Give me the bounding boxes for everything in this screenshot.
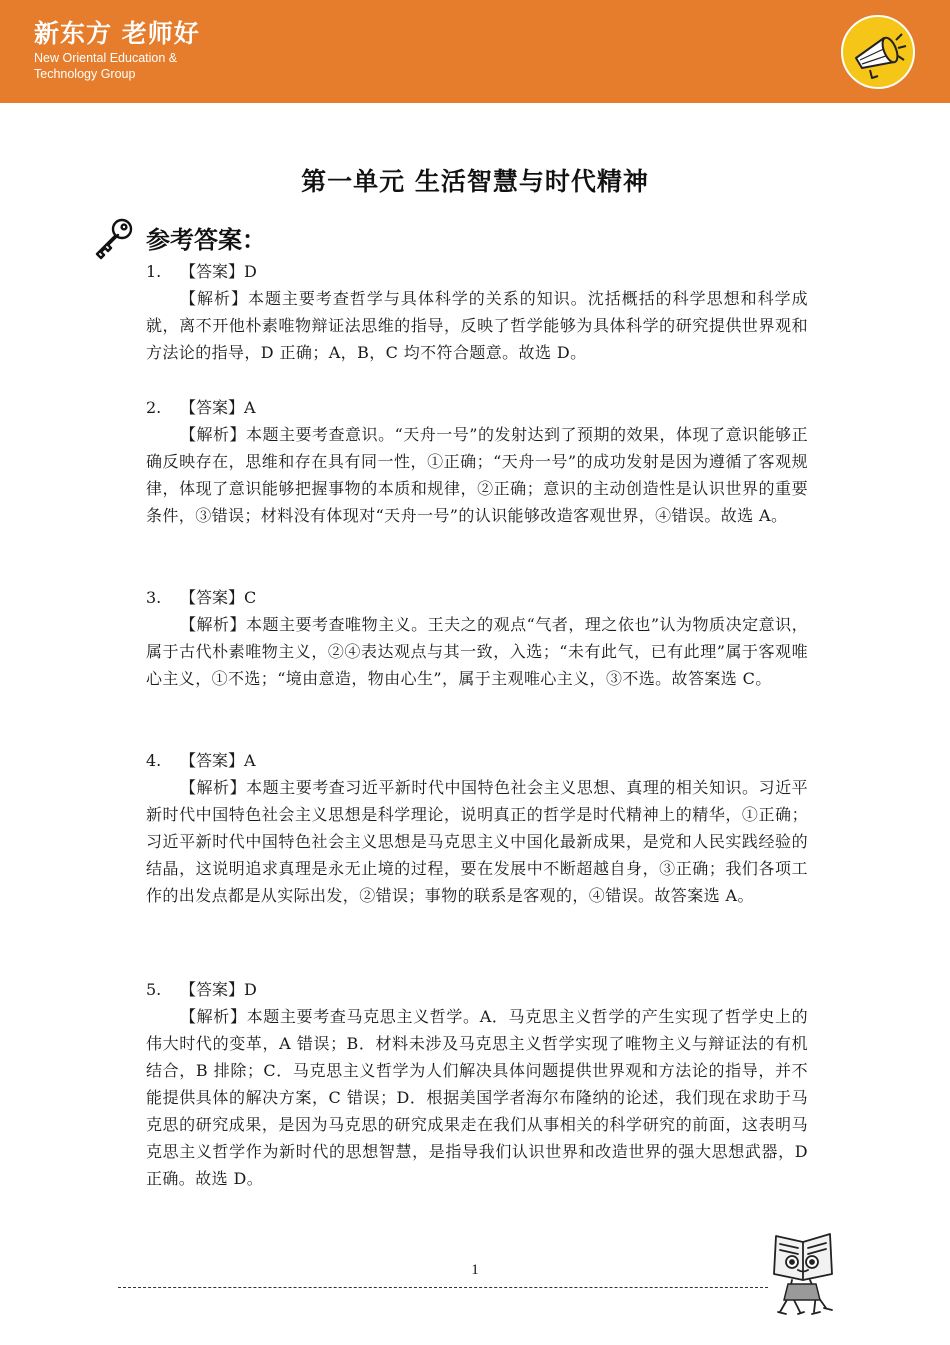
answer-item-1 xyxy=(146,258,808,366)
page-number: 1 xyxy=(471,1262,479,1278)
brand-name-en-line2: Technology Group xyxy=(34,67,136,81)
answer-item-5 xyxy=(146,976,808,1192)
question-number: 1. xyxy=(146,262,162,281)
answer-key: 【答案】D xyxy=(180,262,257,281)
answer-explanation: 【解析】本题主要考查唯物主义。王夫之的观点“气者，理之依也”认为物质决定意识，属于古代朴素唯物主义，②④表达观点与其一致，入选；“未有此气，已有此理”属于客观唯心主义，①不选；“境由意造，物由心生”，属于主观唯心主义，③不选。故答案选 C。 xyxy=(146,615,808,688)
answer-item-4 xyxy=(146,747,808,909)
answer-key: 【答案】A xyxy=(180,751,256,770)
answer-explanation: 【解析】本题主要考查习近平新时代中国特色社会主义思想、真理的相关知识。习近平新时代中国特色社会主义思想是科学理论，说明真正的哲学是时代精神上的精华，①正确；习近平新时代中国特色社会主义思想是马克思主义中国化最新成果，是党和人民实践经验的结晶，这说明追求真理是永无止境的过程，要在发展中不断超越自身，③正确；我们各项工作的出发点都是从实际出发，②错误；事物的联系是客观的，④错误。故答案选 A。 xyxy=(146,778,808,905)
question-number: 4. xyxy=(146,751,162,770)
question-number: 5. xyxy=(146,980,162,999)
question-number: 3. xyxy=(146,588,162,607)
question-number: 2. xyxy=(146,398,162,417)
answer-line xyxy=(146,258,808,285)
megaphone-logo-icon xyxy=(840,14,916,90)
answer-item-2 xyxy=(146,394,808,529)
answer-key: 【答案】A xyxy=(180,398,256,417)
answer-key: 【答案】D xyxy=(180,980,257,999)
answer-item-3 xyxy=(146,584,808,692)
brand-name-en xyxy=(34,50,234,82)
answer-explanation: 【解析】本题主要考查哲学与具体科学的关系的知识。沈括概括的科学思想和科学成就，离不开他朴素唯物辩证法思维的指导，反映了哲学能够为具体科学的研究提供世界观和方法论的指导，D 正确；A，B，C 均不符合题意。故选 D。 xyxy=(146,289,808,362)
answer-line xyxy=(146,747,808,774)
brand-name-cn: 新东方 老师好 xyxy=(34,19,200,48)
answer-line xyxy=(146,584,808,611)
document-title: 第一单元 生活智慧与时代精神 xyxy=(301,167,649,196)
section-title: 参考答案： xyxy=(146,226,266,254)
footer-divider xyxy=(118,1287,768,1288)
answer-line xyxy=(146,976,808,1003)
brand-name-en-line1: New Oriental Education & xyxy=(34,51,178,65)
answer-explanation: 【解析】本题主要考查马克思主义哲学。A．马克思主义哲学的产生实现了哲学史上的伟大时代的变革，A 错误；B．材料未涉及马克思主义哲学实现了唯物主义与辩证法的有机结合，B 排除；C．马克思主义哲学为人们解决具体问题提供世界观和方法论的指导，并不能提供具体的解决方案，C 错误；D．根据美国学者海尔布隆纳的论述，我们现在求助于马克思的研究成果，是因为马克思的研究成果走在我们从事相关的科学研究的前面，这表明马克思主义哲学作为新时代的思想智慧，是指导我们认识世界和改造世界的强大思想武器，D 正确。故选 D。 xyxy=(146,1007,808,1188)
answer-explanation: 【解析】本题主要考查意识。“天舟一号”的发射达到了预期的效果，体现了意识能够正确反映存在，思维和存在具有同一性，①正确；“天舟一号”的成功发射是因为遵循了客观规律，体现了意识能够把握事物的本质和规律，②正确；意识的主动创造性是认识世界的重要条件，③错误；材料没有体现对“天舟一号”的认识能够改造客观世界，④错误。故选 A。 xyxy=(146,425,808,525)
reading-mascot-icon xyxy=(770,1228,836,1318)
answer-line xyxy=(146,394,808,421)
brand-header xyxy=(0,0,950,103)
key-icon xyxy=(92,216,136,260)
answer-key: 【答案】C xyxy=(180,588,257,607)
